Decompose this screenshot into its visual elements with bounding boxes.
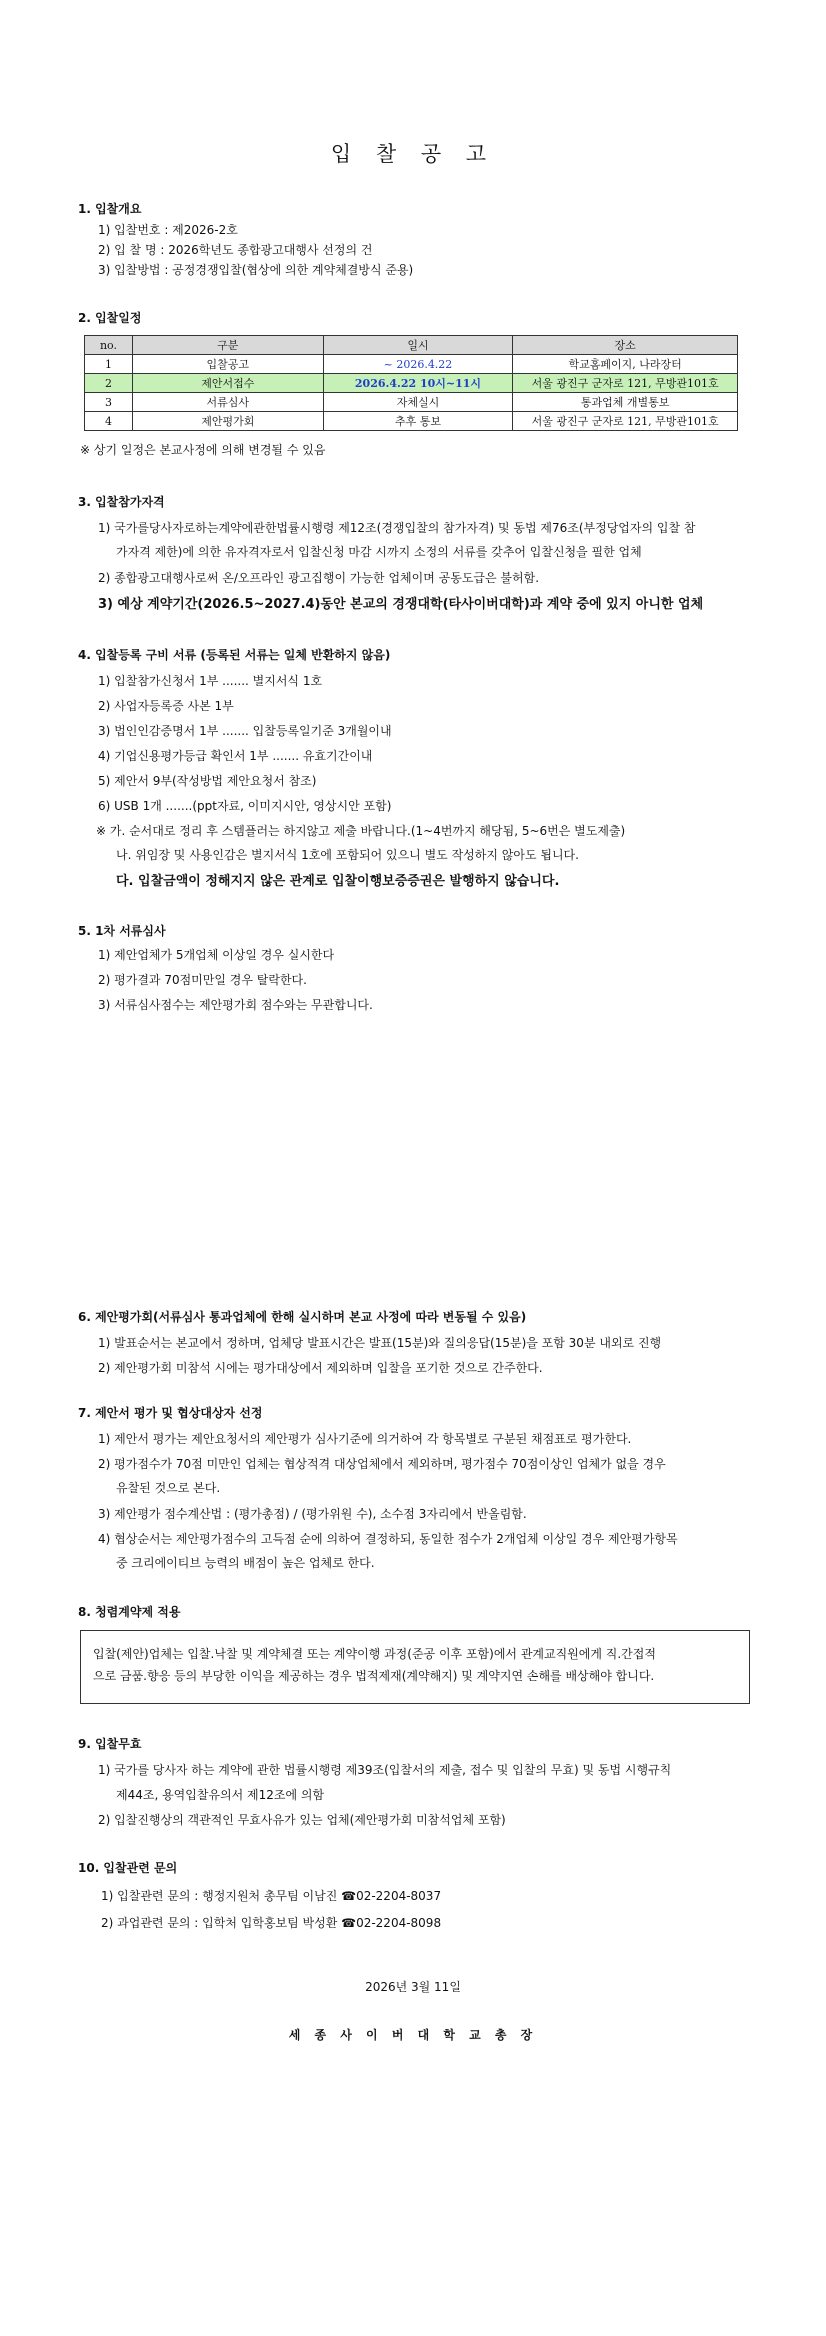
section-heading-eligibility: 3. 입찰참가자격: [78, 495, 165, 509]
table-row: [85, 412, 738, 431]
column-header: no.: [85, 336, 133, 355]
table-cell: 학교홈페이지, 나라장터: [513, 355, 738, 374]
documents-note-1: ※ 가. 순서대로 정리 후 스템플러는 하지않고 제출 바랍니다.(1~4번까지 해당됨, 5~6번은 별도제출): [96, 824, 626, 838]
table-cell: 통과업체 개별통보: [513, 393, 738, 412]
eligibility-item-1: 1) 국가를당사자로하는계약에관한법률시행령 제12조(경쟁입찰의 참가자격) 및 동법 제76조(부정당업자의 입찰 참: [98, 521, 696, 535]
section-heading-overview: 1. 입찰개요: [78, 202, 142, 216]
overview-item-method: 3) 입찰방법 : 공정경쟁입찰(협상에 의한 계약체결방식 준용): [98, 263, 414, 277]
proposal-evaluation-item-2-cont: 유찰된 것으로 본다.: [116, 1481, 221, 1495]
issuer-signature: 세 종 사 이 버 대 학 교 총 장: [288, 2028, 538, 2042]
inquiry-item-task: 2) 과업관련 문의 : 입학처 입학홍보팀 박성환 ☎02-2204-8098: [101, 1916, 442, 1930]
table-cell: 서울 광진구 군자로 121, 무방관101호: [513, 412, 738, 431]
table-row-highlighted: [85, 374, 738, 393]
section-heading-documents: 4. 입찰등록 구비 서류 (등록된 서류는 일체 반환하지 않음): [78, 648, 391, 662]
overview-item-name: 2) 입 찰 명 : 2026학년도 종합광고대행사 선정의 건: [98, 243, 373, 257]
page-title: 입 찰 공 고: [330, 142, 496, 166]
eligibility-item-2: 2) 종합광고대행사로써 온/오프라인 광고집행이 가능한 업체이며 공동도급은 불허함.: [98, 571, 540, 585]
proposal-evaluation-item-1: 1) 제안서 평가는 제안요청서의 제안평가 심사기준에 의거하여 각 항목별로 구분된 채점표로 평가한다.: [98, 1432, 632, 1446]
invalidity-item-2: 2) 입찰진행상의 객관적인 무효사유가 있는 업체(제안평가회 미참석업체 포함): [98, 1813, 506, 1827]
integrity-notice-box: [80, 1630, 750, 1704]
column-header: 일시: [323, 336, 513, 355]
table-cell: 입찰공고: [132, 355, 323, 374]
proposal-evaluation-item-2: 2) 평가점수가 70점 미만인 업체는 협상적격 대상업체에서 제외하며, 평가점수 70점이상인 업체가 없을 경우: [98, 1457, 666, 1471]
table-cell: 추후 통보: [323, 412, 513, 431]
invalidity-item-1: 1) 국가를 당사자 하는 계약에 관한 법률시행령 제39조(입찰서의 제출, 접수 및 입찰의 무효) 및 동법 시행규칙: [98, 1763, 672, 1777]
notice-date: 2026년 3월 11일: [365, 1980, 461, 1994]
table-cell: ~ 2026.4.22: [323, 355, 513, 374]
document-item: 2) 사업자등록증 사본 1부: [98, 699, 234, 713]
table-cell: 서울 광진구 군자로 121, 무방관101호: [513, 374, 738, 393]
proposal-evaluation-item-4-cont: 중 크리에이티브 능력의 배점이 높은 업체로 한다.: [116, 1556, 375, 1570]
section-heading-proposal-evaluation: 7. 제안서 평가 및 협상대상자 선정: [78, 1406, 263, 1420]
table-cell: 2026.4.22 10시~11시: [323, 374, 513, 393]
evaluation-meeting-item: 1) 발표순서는 본교에서 정하며, 업체당 발표시간은 발표(15분)와 질의응답(15분)을 포함 30분 내외로 진행: [98, 1336, 662, 1350]
table-cell: 자체실시: [323, 393, 513, 412]
documents-note-3: 다. 입찰금액이 정해지지 않은 관계로 입찰이행보증증권은 발행하지 않습니다.: [116, 874, 560, 889]
documents-note-2: 나. 위임장 및 사용인감은 별지서식 1호에 포함되어 있으니 별도 작성하지 않아도 됩니다.: [116, 848, 579, 862]
section-heading-integrity: 8. 청렴계약제 적용: [78, 1605, 181, 1619]
schedule-note: ※ 상기 일정은 본교사정에 의해 변경될 수 있음: [80, 443, 326, 457]
evaluation-meeting-item: 2) 제안평가회 미참석 시에는 평가대상에서 제외하며 입찰을 포기한 것으로 간주한다.: [98, 1361, 543, 1375]
document-item: 4) 기업신용평가등급 확인서 1부 ....... 유효기간이내: [98, 749, 373, 763]
overview-item-number: 1) 입찰번호 : 제2026-2호: [98, 223, 238, 237]
proposal-evaluation-item-4: 4) 협상순서는 제안평가점수의 고득점 순에 의하여 결정하되, 동일한 점수가 2개업체 이상일 경우 제안평가항목: [98, 1532, 678, 1546]
table-cell: 4: [85, 412, 133, 431]
table-cell: 제안서접수: [132, 374, 323, 393]
section-heading-screening: 5. 1차 서류심사: [78, 924, 166, 938]
eligibility-item-3: 3) 예상 계약기간(2026.5~2027.4)동안 본교의 경쟁대학(타사이버대학)과 계약 중에 있지 아니한 업체: [98, 597, 704, 612]
column-header: 구분: [132, 336, 323, 355]
section-heading-schedule: 2. 입찰일정: [78, 311, 142, 325]
table-cell: 1: [85, 355, 133, 374]
table-cell: 3: [85, 393, 133, 412]
invalidity-item-1-cont: 제44조, 용역입찰유의서 제12조에 의함: [116, 1788, 325, 1802]
integrity-notice-line: 으로 금품.향응 등의 부당한 이익을 제공하는 경우 법적제재(계약해지) 및 계약지연 손해를 배상해야 합니다.: [93, 1669, 655, 1683]
document-item: 5) 제안서 9부(작성방법 제안요청서 참조): [98, 774, 317, 788]
table-cell: 제안평가회: [132, 412, 323, 431]
table-cell: 2: [85, 374, 133, 393]
eligibility-item-1-cont: 가자격 제한)에 의한 유자격자로서 입찰신청 마감 시까지 소정의 서류를 갖추어 입찰신청을 필한 업체: [116, 545, 642, 559]
document-item: 1) 입찰참가신청서 1부 ....... 별지서식 1호: [98, 674, 323, 688]
section-heading-inquiries: 10. 입찰관련 문의: [78, 1861, 178, 1875]
table-row: [85, 355, 738, 374]
integrity-notice-line: 입찰(제안)업체는 입찰.낙찰 및 계약체결 또는 계약이행 과정(준공 이후 포함)에서 관계교직원에게 직.간접적: [93, 1647, 656, 1661]
table-row: [85, 393, 738, 412]
proposal-evaluation-item-3: 3) 제안평가 점수계산법 : (평가총점) / (평가위원 수), 소수점 3자리에서 반올림함.: [98, 1507, 527, 1521]
screening-item: 2) 평가결과 70점미만일 경우 탈락한다.: [98, 973, 307, 987]
table-cell: 서류심사: [132, 393, 323, 412]
document-item: 3) 법인인감증명서 1부 ....... 입찰등록일기준 3개월이내: [98, 724, 392, 738]
document-item: 6) USB 1개 .......(ppt자료, 이미지시안, 영상시안 포함): [98, 799, 392, 813]
table-header-row: [85, 336, 738, 355]
inquiry-item-bid: 1) 입찰관련 문의 : 행정지원처 총무팀 이남진 ☎02-2204-8037: [101, 1889, 442, 1903]
section-heading-evaluation-meeting: 6. 제안평가회(서류심사 통과업체에 한해 실시하며 본교 사정에 따라 변동될 수 있음): [78, 1310, 527, 1324]
schedule-table: [84, 335, 738, 431]
screening-item: 1) 제안업체가 5개업체 이상일 경우 실시한다: [98, 948, 335, 962]
section-heading-invalidity: 9. 입찰무효: [78, 1737, 142, 1751]
column-header: 장소: [513, 336, 738, 355]
screening-item: 3) 서류심사점수는 제안평가회 점수와는 무관합니다.: [98, 998, 373, 1012]
